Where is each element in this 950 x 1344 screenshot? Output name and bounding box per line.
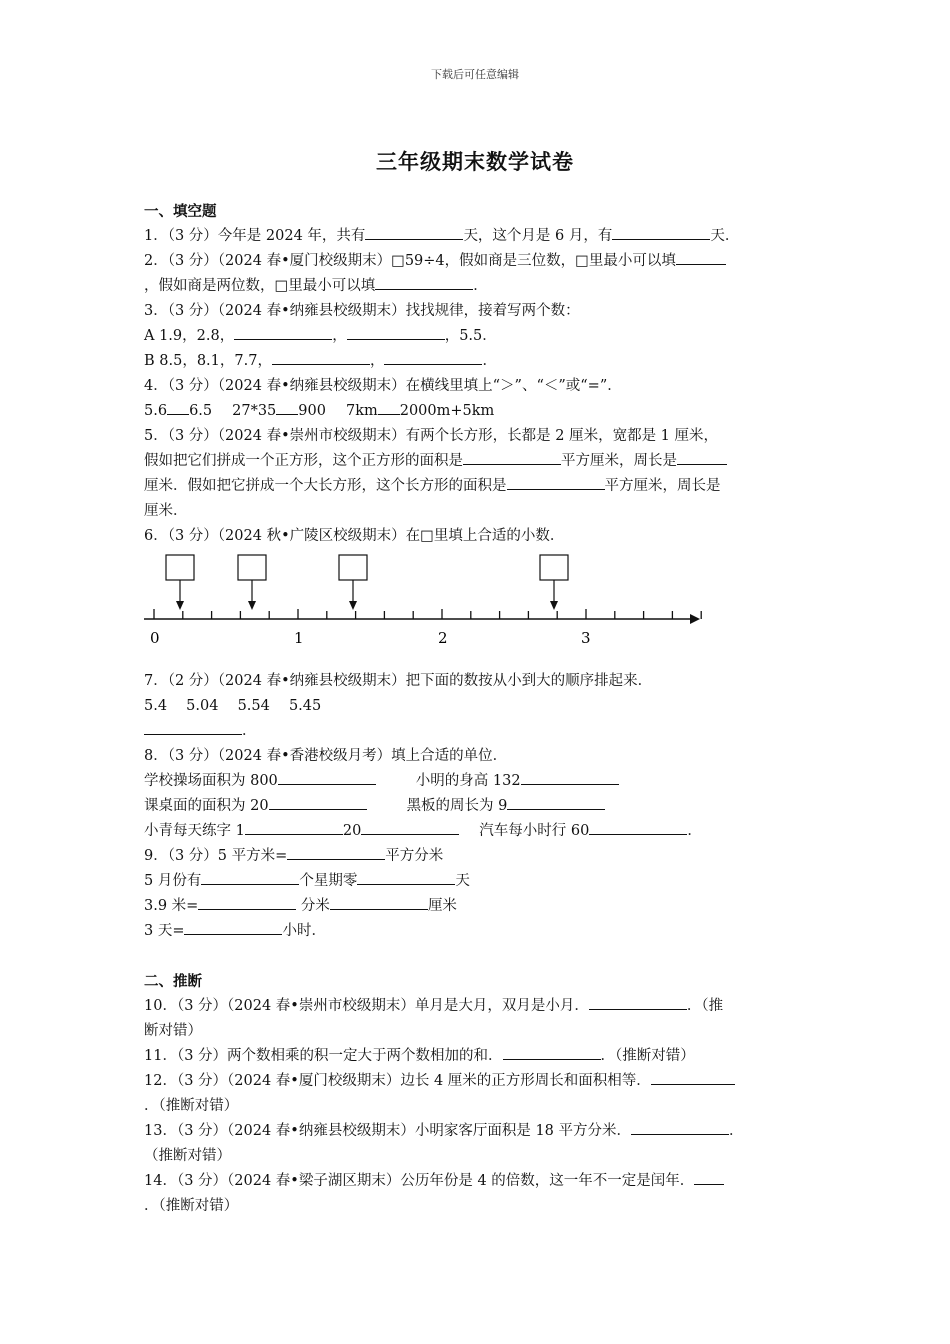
answer-blank[interactable] [384, 349, 482, 365]
question-13: 13．（3 分）（2024 春•纳雍县校级期末）小明家客厅面积是 18 平方分米． ． [144, 1119, 804, 1144]
answer-blank[interactable] [167, 399, 189, 415]
question-8-row1: 学校操场面积为 800 小明的身高 132 [144, 769, 804, 794]
tick-label-1: 1 [294, 629, 304, 647]
question-6: 6．（3 分）（2024 秋•广陵区校级期末）在□里填上合适的小数． [144, 528, 565, 544]
answer-blank[interactable] [144, 719, 242, 735]
answer-blank[interactable] [245, 819, 343, 835]
page-title: 三年级期末数学试卷 [376, 149, 574, 174]
answer-blank[interactable] [234, 324, 332, 340]
question-5-cont2: 厘米．假如把它拼成一个大长方形，这个长方形的面积是 平方厘米，周长是 [144, 474, 804, 499]
question-9c: 3.9 米= 分米 厘米 [144, 894, 804, 919]
answer-blank[interactable] [503, 1044, 601, 1060]
question-7-answer: ． [144, 719, 804, 744]
question-12: 12．（3 分）（2024 春•厦门校级期末）边长 4 厘米的正方形周长和面积相等． [144, 1069, 804, 1094]
answer-blank[interactable] [612, 224, 710, 240]
answer-blank[interactable] [357, 869, 455, 885]
section-2-heading: 二、推断 [144, 973, 202, 990]
answer-blank[interactable] [463, 449, 561, 465]
number-line-figure [144, 549, 804, 669]
answer-blank[interactable] [677, 449, 727, 465]
answer-blank[interactable] [198, 894, 296, 910]
tick-label-2: 2 [438, 629, 448, 647]
question-9b: 5 月份有 个星期零 天 [144, 869, 804, 894]
question-1: 1．（3 分）今年是 2024 年，共有 天，这个月是 6 月，有 天． [144, 224, 804, 249]
number-line-arrowhead [690, 614, 700, 624]
answer-blank[interactable] [278, 769, 376, 785]
question-2-cont: ，假如商是两位数，□里最小可以填 ． [144, 274, 804, 299]
answer-box-2[interactable] [238, 555, 266, 610]
number-line-ticks [154, 609, 701, 619]
answer-blank[interactable] [201, 869, 299, 885]
question-2: 2．（3 分）（2024 春•厦门校级期末）□59÷4，假如商是三位数，□里最小可以填 [144, 249, 804, 274]
tick-label-0: 0 [150, 629, 160, 647]
answer-box-4[interactable] [540, 555, 568, 610]
answer-blank[interactable] [589, 819, 687, 835]
question-5: 5．（3 分）（2024 春•崇州市校级期末）有两个长方形，长都是 2 厘米，宽都是 1 厘米， [144, 428, 719, 444]
answer-box-1[interactable] [166, 555, 194, 610]
question-7: 7．（2 分）（2024 春•纳雍县校级期末）把下面的数按从小到大的顺序排起来． [144, 673, 653, 689]
question-13-end: （推断对错） [144, 1148, 231, 1164]
answer-blank[interactable] [694, 1169, 724, 1185]
question-5-cont: 假如把它们拼成一个正方形，这个正方形的面积是 平方厘米，周长是 [144, 449, 804, 474]
question-4: 4．（3 分）（2024 春•纳雍县校级期末）在横线里填上“＞”、“＜”或“=”． [144, 378, 622, 394]
question-8-row3: 小青每天练字 1 20 汽车每小时行 60 ． [144, 819, 804, 844]
answer-blank[interactable] [521, 769, 619, 785]
question-10-end: 断对错） [144, 1023, 202, 1039]
answer-blank[interactable] [272, 349, 370, 365]
question-9d: 3 天= 小时． [144, 919, 804, 944]
answer-blank[interactable] [589, 994, 687, 1010]
answer-blank[interactable] [361, 819, 459, 835]
question-3: 3．（3 分）（2024 春•纳雍县校级期末）找找规律，接着写两个数： [144, 303, 580, 319]
question-3b: B 8.5，8.1，7.7， ， ． [144, 349, 804, 374]
answer-blank[interactable] [651, 1069, 735, 1085]
answer-blank[interactable] [375, 274, 473, 290]
question-9: 9．（3 分）5 平方米= 平方分米 [144, 844, 804, 869]
question-8-row2: 课桌面的面积为 20 黑板的周长为 9 [144, 794, 804, 819]
answer-blank[interactable] [287, 844, 385, 860]
answer-blank[interactable] [631, 1119, 729, 1135]
tick-label-3: 3 [581, 629, 591, 647]
answer-box-3[interactable] [339, 555, 367, 610]
question-14-end: ．（推断对错） [144, 1198, 239, 1214]
answer-blank[interactable] [365, 224, 463, 240]
answer-blank[interactable] [507, 794, 605, 810]
section-1-heading: 一、填空题 [144, 203, 217, 220]
question-4-items: 5.6 6.5 27*35 900 7km 2000m+5km [144, 399, 804, 424]
question-10: 10．（3 分）（2024 春•崇州市校级期末）单月是大月，双月是小月． ．（推 [144, 994, 804, 1019]
question-7-numbers: 5.4 5.04 5.54 5.45 [144, 698, 322, 714]
answer-blank[interactable] [276, 399, 298, 415]
answer-blank[interactable] [330, 894, 428, 910]
question-3a: A 1.9，2.8， ， ，5.5． [144, 324, 804, 349]
question-8: 8．（3 分）（2024 春•香港校级月考）填上合适的单位． [144, 748, 508, 764]
answer-blank[interactable] [378, 399, 400, 415]
answer-blank[interactable] [676, 249, 726, 265]
answer-blank[interactable] [184, 919, 282, 935]
question-11: 11．（3 分）两个数相乘的积一定大于两个数相加的和． ．（推断对错） [144, 1044, 804, 1069]
number-line-svg [144, 549, 804, 669]
question-12-end: ．（推断对错） [144, 1098, 239, 1114]
question-14: 14．（3 分）（2024 春•梁子湖区期末）公历年份是 4 的倍数，这一年不一定是闰年． [144, 1169, 804, 1194]
answer-blank[interactable] [269, 794, 367, 810]
page-header-note: 下载后可任意编辑 [431, 68, 519, 81]
exam-body [144, 199, 804, 1219]
answer-blank[interactable] [347, 324, 445, 340]
answer-blank[interactable] [507, 474, 605, 490]
question-5-end: 厘米． [144, 503, 188, 519]
